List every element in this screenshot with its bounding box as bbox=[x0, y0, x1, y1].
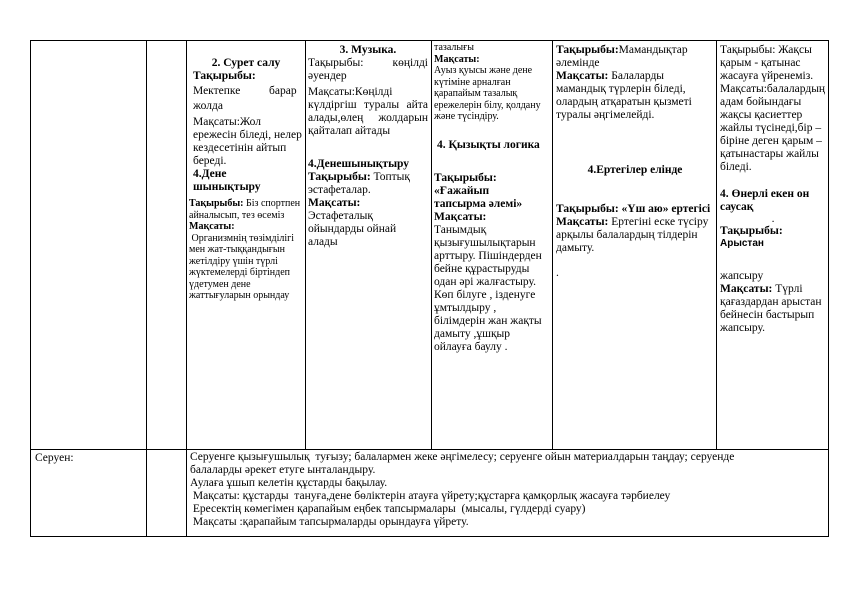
goal2-text: Түрлі қағаздардан арыстан бейнесін бастырып жапсыру. bbox=[720, 282, 822, 334]
col-divider bbox=[146, 40, 147, 537]
row-divider bbox=[30, 449, 828, 450]
walk-line: Мақсаты :қарапайым тапсырмаларды орындауға үйрету. bbox=[190, 516, 469, 528]
activity-cell-professions bbox=[556, 44, 714, 314]
goal2-text: Танымдық қызығушылықтарын арттыру. Пішіндерден бейне құрастыруды одан әрі жалғастыру. Көп білуге , ізденуге ұмтылдыру , білімдерін жан жақты дамыту ,ұшқыр ойлауға баулу . bbox=[434, 223, 542, 353]
table-top-border bbox=[30, 40, 828, 41]
cell-subheading: 4.Дене шынықтыру bbox=[193, 168, 261, 193]
activity-cell-drawing bbox=[189, 57, 303, 347]
cell-subheading: 4.Денешынықтыру bbox=[308, 158, 410, 170]
topic2-label: Тақырыбы: bbox=[556, 203, 619, 215]
topic2 bbox=[308, 171, 428, 197]
dot: . bbox=[556, 267, 559, 279]
walk-line: Серуенге қызығушылық туғызу; балалармен жеке әңгімелесу; серуенге ойын материалдарын таңдау; серуенде bbox=[190, 451, 735, 463]
sport-topic bbox=[189, 198, 303, 221]
goal2-text: Ертегіні еске түсіру арқылы балалардың тілдерін дамыту. bbox=[556, 216, 709, 254]
walk-line: Аулаға ұшып келетін құстарды бақылау. bbox=[190, 477, 388, 489]
table-left-border bbox=[30, 40, 31, 537]
col-divider bbox=[305, 40, 306, 449]
cell-heading: 3. Музыка. bbox=[339, 44, 397, 56]
topic-text: Тақырыбы: көңілді әуендер bbox=[308, 57, 431, 82]
goal-text: Мақсаты:Жол ережесін біледі, нелер кездесетінін айтып береді. bbox=[193, 116, 302, 167]
goal-label: Мақсаты: bbox=[556, 70, 609, 82]
cell-heading: 2. Сурет салу bbox=[211, 57, 281, 69]
topic-label: Тақырыбы: bbox=[193, 70, 256, 82]
topic-text: Мектепке барар bbox=[193, 85, 297, 97]
col-divider bbox=[716, 40, 717, 449]
topic-text: Мамандықтар әлемінде bbox=[556, 44, 688, 69]
goal-label: Мақсаты: bbox=[434, 53, 480, 65]
goal2-text: Эстафеталық ойындарды ойнай алады bbox=[308, 210, 397, 248]
goal-text: Мақсаты:Көңілді күлдіргіш туралы айта алады,өлең жолдарын қайталап айтады bbox=[308, 86, 428, 137]
topic2-cont: жапсыру bbox=[720, 269, 764, 282]
topic2-text: «Үш аю» ертегісі bbox=[618, 203, 711, 215]
cell-heading: 4.Ертегілер елінде bbox=[587, 164, 683, 176]
goal2 bbox=[720, 283, 826, 335]
goal2-label: Мақсаты: bbox=[556, 216, 609, 228]
topic-text: «Ғажайып тапсырма әлемі» bbox=[434, 184, 523, 210]
dot: . bbox=[771, 213, 775, 225]
sport-goal-label: Мақсаты: bbox=[189, 221, 235, 232]
walk-label-cell bbox=[35, 452, 143, 470]
col-divider bbox=[552, 40, 553, 449]
goal-text: Ауыз қуысы және дене күтіміне арналған қарапайым тазалық ережелерін білу, қолдану және түсіндіру. bbox=[434, 65, 541, 122]
topic2-text: Арыстан bbox=[720, 238, 764, 249]
walk-line: Ересектің көмегімен қарапайым еңбек тапсырмалары (мысалы, гүлдерді суару) bbox=[190, 503, 586, 515]
goal2 bbox=[556, 216, 714, 255]
walk-line: балаларды әрекет етуге ынталандыру. bbox=[190, 464, 376, 476]
sport-topic-text: Біз спортпен айналысып, тез өсеміз bbox=[189, 198, 301, 221]
cell-heading: 4. Өнерлі екен он саусақ bbox=[720, 188, 810, 213]
activity-cell-music bbox=[308, 44, 431, 264]
sport-topic-label: Тақырыбы: bbox=[189, 198, 244, 209]
continued-text: тазалығы bbox=[434, 42, 474, 53]
walk-label: Серуен: bbox=[35, 452, 74, 464]
goal2-label: Мақсаты: bbox=[720, 282, 773, 295]
goal bbox=[556, 70, 714, 122]
col-divider bbox=[186, 40, 187, 537]
topic2-label: Тақырыбы: bbox=[720, 225, 783, 237]
activity-cell-crafts bbox=[720, 44, 826, 384]
topic-text: Тақырыбы: Жақсы қарым - қатынас жасауға үйренеміз. bbox=[720, 44, 814, 82]
topic-label: Тақырыбы: bbox=[556, 44, 619, 56]
topic2 bbox=[556, 203, 714, 216]
topic2-label: Тақырыбы: bbox=[308, 171, 371, 183]
goal-text: Мақсаты:балалардың адам бойындағы жақсы қасиеттер жайлы түсінеді,бір – біріне деген қарым – қатынастары жайлы біледі. bbox=[720, 83, 826, 173]
topic bbox=[556, 44, 714, 70]
activity-cell-logic bbox=[434, 42, 550, 442]
table-right-border bbox=[828, 40, 829, 537]
goal-text: Балаларды мамандық түрлерін біледі, олардың атқаратын қызметі туралы әңгімелейді. bbox=[556, 70, 692, 121]
col-divider bbox=[431, 40, 432, 449]
sport-goal-text: Организмнің төзімділігі мен жат-тыққандығын жетілдіру үшін түрлі жүктемелерді біртіндеп үдетумен дене жаттығуларын орындау bbox=[189, 232, 297, 301]
topic-label: Тақырыбы: bbox=[434, 171, 497, 184]
walk-content-cell bbox=[190, 451, 826, 535]
goal2-label: Мақсаты: bbox=[308, 197, 361, 209]
goal2-label: Мақсаты: bbox=[434, 210, 487, 223]
table-bottom-border bbox=[30, 536, 828, 537]
walk-line: Мақсаты: құстарды тануға,дене бөліктерін атауға үйрету;құстарға қамқорлық жасауға тәрбиелеу bbox=[190, 490, 671, 502]
topic-text-cont: жолда bbox=[193, 100, 223, 112]
cell-heading: 4. Қызықты логика bbox=[437, 138, 540, 151]
topic2-text: Топтық эстафеталар. bbox=[308, 171, 410, 196]
